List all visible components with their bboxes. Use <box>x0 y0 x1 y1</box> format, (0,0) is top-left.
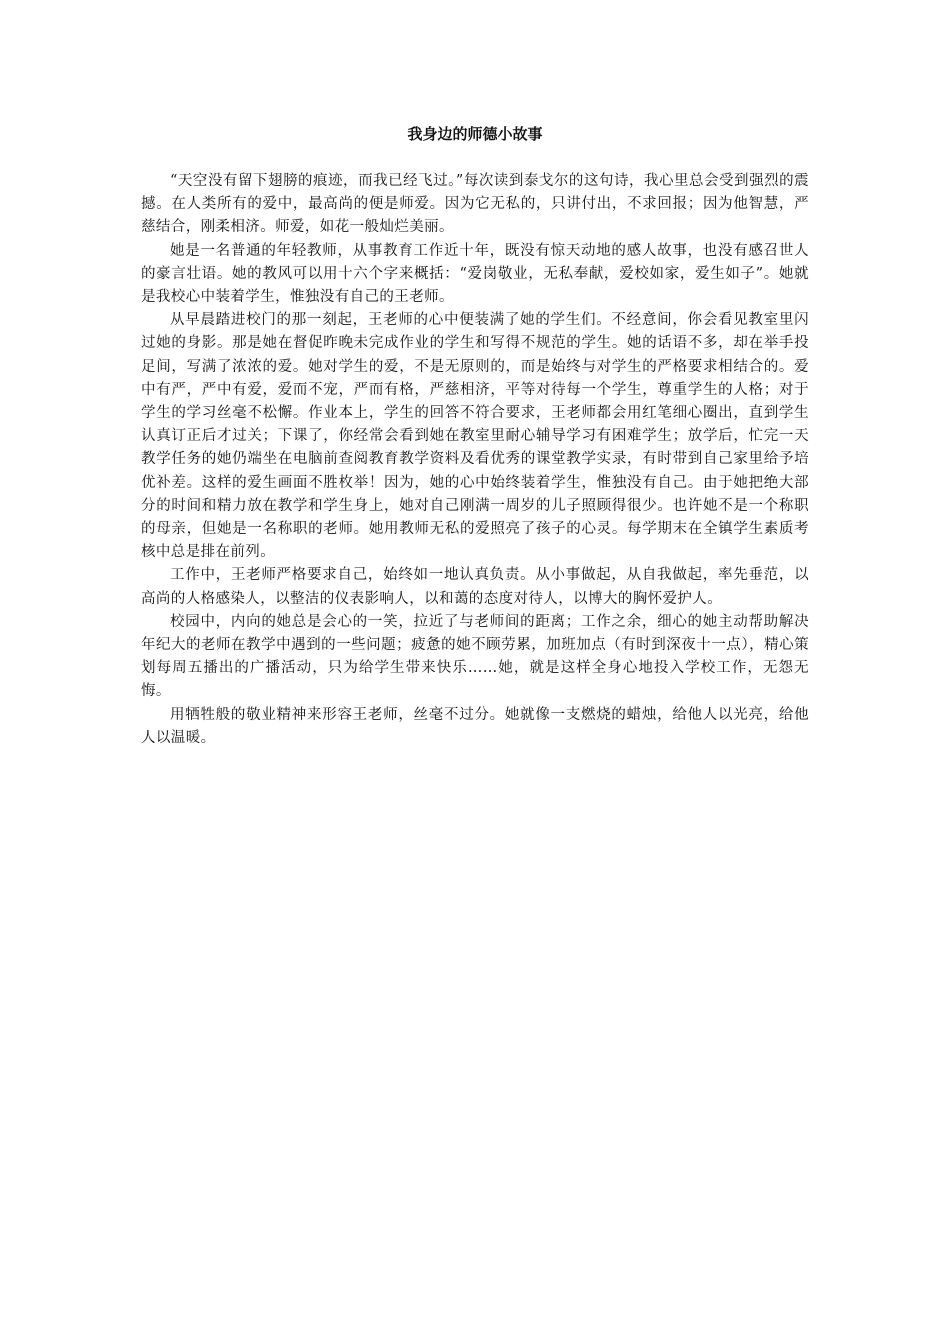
document-title: 我身边的师德小故事 <box>407 125 543 143</box>
paragraph-2: 她是一名普通的年轻教师，从事教育工作近十年，既没有惊天动地的感人故事，也没有感召世人的豪言壮语。她的教风可以用十六个字来概括：“爱岗敬业，无私奉献，爱校如家，爱生如子”。她就是我校心中装着学生，惟独没有自己的王老师。 <box>141 242 809 306</box>
paragraph-5: 校园中，内向的她总是会心的一笑，拉近了与老师间的距离；工作之余，细心的她主动帮助解决年纪大的老师在教学中遇到的一些问题；疲惫的她不顾劳累，加班加点（有时到深夜十一点），精心策划每周五播出的广播活动，只为给学生带来快乐……她，就是这样全身心地投入学校工作，无怨无悔。 <box>141 613 809 700</box>
document-page <box>141 122 809 750</box>
paragraph-1: “天空没有留下翅膀的痕迹，而我已经飞过。”每次读到泰戈尔的这句诗，我心里总会受到强烈的震撼。在人类所有的爱中，最高尚的便是师爱。因为它无私的，只讲付出，不求回报；因为他智慧，严慈结合，刚柔相济。师爱，如花一般灿烂美丽。 <box>141 173 809 236</box>
paragraph-3: 从早晨踏进校门的那一刻起，王老师的心中便装满了她的学生们。不经意间，你会看见教室里闪过她的身影。那是她在督促昨晚未完成作业的学生和写得不规范的学生。她的话语不多，却在举手投足间，写满了浓浓的爱。她对学生的爱，不是无原则的，而是始终与对学生的严格要求相结合的。爱中有严，严中有爱，爱而不宠，严而有格，严慈相济，平等对待每一个学生，尊重学生的人格；对于学生的学习丝毫不松懈。作业本上，学生的回答不符合要求，王老师都会用红笔细心圈出，直到学生认真订正后才过关；下课了，你经常会看到她在教室里耐心辅导学习有困难学生；放学后，忙完一天教学任务的她仍端坐在电脑前查阅教育教学资料及看优秀的课堂教学实录，有时带到自己家里给予培优补差。这样的爱生画面不胜枚举！因为，她的心中始终装着学生，惟独没有自己。由于她把绝大部分的时间和精力放在教学和学生身上，她对自己刚满一周岁的儿子照顾得很少。也许她不是一个称职的母亲，但她是一名称职的老师。她用教师无私的爱照亮了孩子的心灵。每学期末在全镇学生素质考核中总是排在前列。 <box>141 312 809 561</box>
paragraph-4: 工作中，王老师严格要求自己，始终如一地认真负责。从小事做起，从自我做起，率先垂范，以高尚的人格感染人，以整洁的仪表影响人，以和蔼的态度对待人，以博大的胸怀爱护人。 <box>141 567 809 607</box>
paragraph-6: 用牺牲般的敬业精神来形容王老师，丝毫不过分。她就像一支燃烧的蜡烛，给他人以光亮，给他人以温暖。 <box>141 706 809 746</box>
